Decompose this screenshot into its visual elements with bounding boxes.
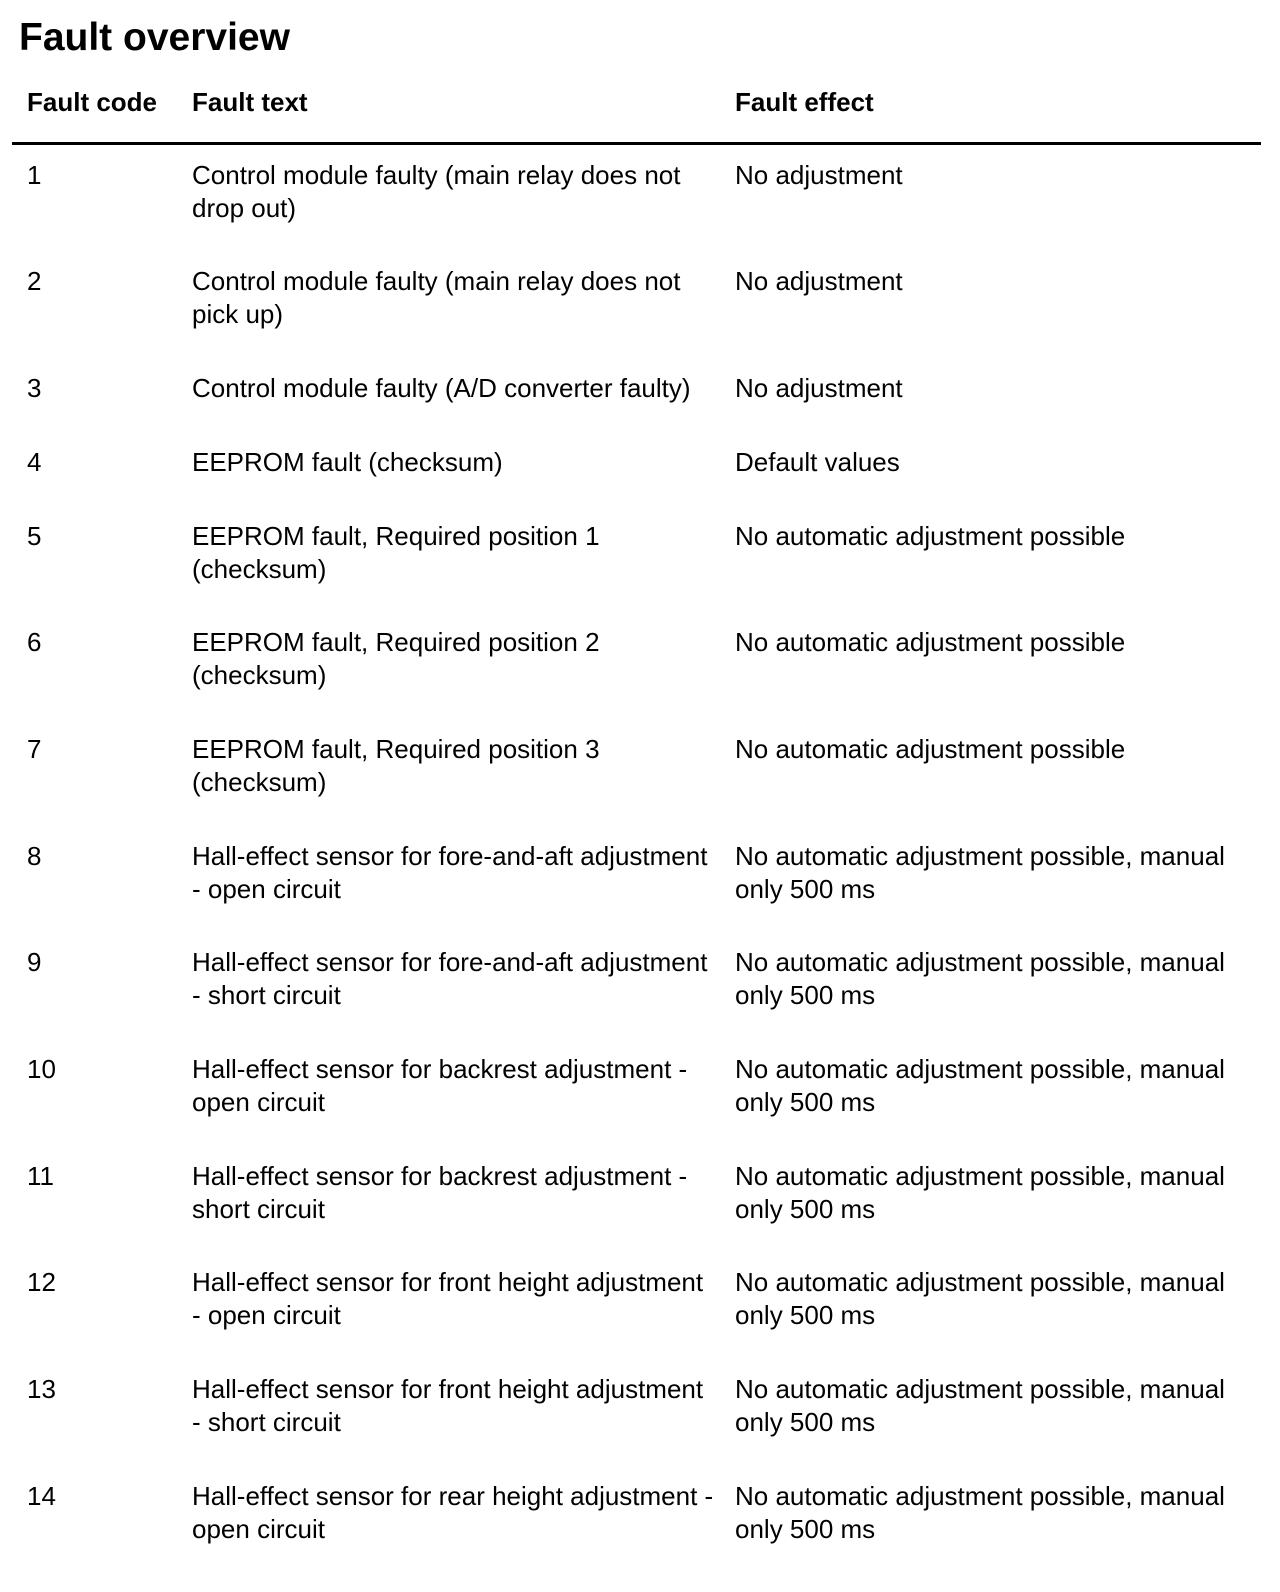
fault-text: Hall-effect sensor for front height adjustment - open circuit xyxy=(192,1267,704,1330)
fault-text: Control module faulty (main relay does not drop out) xyxy=(192,160,681,223)
fault-code: 1 xyxy=(27,160,42,190)
fault-code: 2 xyxy=(27,266,42,296)
fault-effect: No automatic adjustment possible, manual only 500 ms xyxy=(735,1267,1225,1330)
fault-code: 14 xyxy=(27,1481,56,1511)
header-fault-code: Fault code xyxy=(27,87,158,117)
fault-effect: No automatic adjustment possible, manual only 500 ms xyxy=(735,841,1225,904)
fault-effect: No adjustment xyxy=(735,160,903,190)
header-divider xyxy=(12,142,1261,145)
fault-code: 12 xyxy=(27,1267,56,1297)
header-fault-effect: Fault effect xyxy=(735,87,874,117)
fault-code: 13 xyxy=(27,1374,56,1404)
fault-effect: No automatic adjustment possible xyxy=(735,521,1126,551)
fault-effect: No automatic adjustment possible, manual only 500 ms xyxy=(735,1161,1225,1224)
fault-code: 7 xyxy=(27,734,42,764)
fault-effect: No automatic adjustment possible, manual only 500 ms xyxy=(735,1481,1225,1544)
header-fault-text: Fault text xyxy=(192,87,308,117)
fault-code: 8 xyxy=(27,841,42,871)
fault-text: Control module faulty (main relay does not pick up) xyxy=(192,266,681,329)
fault-text: Hall-effect sensor for front height adjustment - short circuit xyxy=(192,1374,704,1437)
fault-text: Control module faulty (A/D converter faulty) xyxy=(192,373,691,403)
fault-text: Hall-effect sensor for fore-and-aft adjustment - short circuit xyxy=(192,947,708,1010)
fault-effect: No automatic adjustment possible xyxy=(735,734,1126,764)
fault-code: 4 xyxy=(27,447,42,477)
fault-effect: No automatic adjustment possible xyxy=(735,627,1126,657)
fault-code: 11 xyxy=(27,1161,54,1191)
fault-text: EEPROM fault, Required position 1 (checksum) xyxy=(192,521,600,584)
fault-effect: No automatic adjustment possible, manual only 500 ms xyxy=(735,947,1225,1010)
fault-code: 3 xyxy=(27,373,42,403)
fault-effect: Default values xyxy=(735,447,900,477)
fault-code: 10 xyxy=(27,1054,56,1084)
fault-effect: No adjustment xyxy=(735,266,903,296)
fault-text: EEPROM fault, Required position 2 (checksum) xyxy=(192,627,600,690)
fault-effect: No automatic adjustment possible, manual only 500 ms xyxy=(735,1374,1225,1437)
fault-text: EEPROM fault, Required position 3 (checksum) xyxy=(192,734,600,797)
fault-text: Hall-effect sensor for rear height adjustment - open circuit xyxy=(192,1481,714,1544)
fault-text: Hall-effect sensor for backrest adjustment - short circuit xyxy=(192,1161,688,1224)
fault-text: EEPROM fault (checksum) xyxy=(192,447,503,477)
fault-code: 5 xyxy=(27,521,42,551)
fault-code: 9 xyxy=(27,947,42,977)
fault-effect: No automatic adjustment possible, manual only 500 ms xyxy=(735,1054,1225,1117)
page-title: Fault overview xyxy=(19,16,290,59)
fault-text: Hall-effect sensor for backrest adjustment - open circuit xyxy=(192,1054,688,1117)
fault-text: Hall-effect sensor for fore-and-aft adjustment - open circuit xyxy=(192,841,708,904)
table-header xyxy=(0,82,1280,122)
fault-code: 6 xyxy=(27,627,42,657)
fault-effect: No adjustment xyxy=(735,373,903,403)
